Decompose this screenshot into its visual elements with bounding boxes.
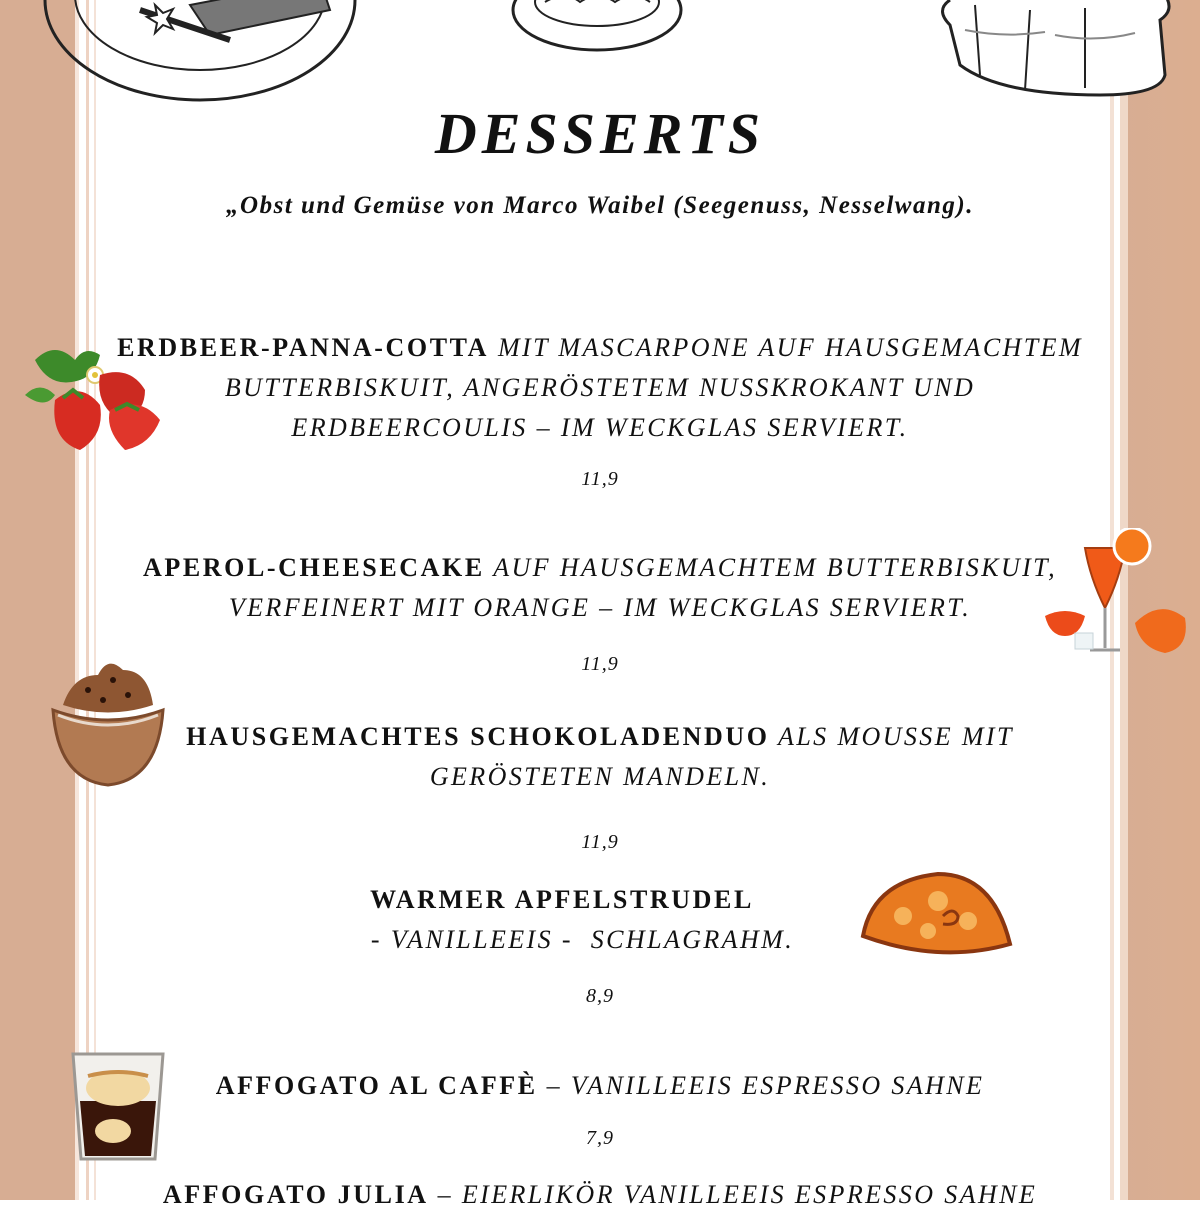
menu-title: DESSERTS bbox=[434, 101, 766, 166]
item-description: MIT MASCARPONE AUF HAUSGEMACHTEM bbox=[489, 333, 1083, 362]
item-name: APEROL-CHEESECAKE bbox=[142, 553, 485, 582]
item-description: VERFEINERT MIT ORANGE – IM WECKGLAS SERVIERT. bbox=[228, 593, 972, 622]
menu-item-line bbox=[0, 548, 1200, 588]
item-description: - VANILLEEIS - SCHLAGRAHM. bbox=[370, 925, 795, 954]
cake-plate-sketch-icon bbox=[40, 0, 370, 110]
item-description: BUTTERBISKUIT, ANGERÖSTETEM NUSSKROKANT UND bbox=[224, 373, 976, 402]
menu-item-apfelstrudel bbox=[0, 880, 1200, 960]
item-description: ALS MOUSSE MIT bbox=[769, 722, 1014, 751]
item-description: AUF HAUSGEMACHTEM BUTTERBISKUIT, bbox=[484, 553, 1058, 582]
menu-item-affogato-caffe bbox=[0, 1066, 1200, 1106]
menu-item-affogato-julia bbox=[0, 1175, 1200, 1215]
item-name: AFFOGATO AL CAFFÈ bbox=[215, 1071, 538, 1100]
item-name: ERDBEER-PANNA-COTTA bbox=[117, 333, 490, 362]
item-name: AFFOGATO JULIA bbox=[162, 1180, 429, 1209]
item-price: 11,9 bbox=[581, 653, 619, 675]
item-description: – VANILLEEIS ESPRESSO SAHNE bbox=[537, 1071, 985, 1100]
item-name: HAUSGEMACHTES SCHOKOLADENDUO bbox=[186, 722, 770, 751]
item-price: 8,9 bbox=[586, 985, 614, 1007]
menu-item-line bbox=[0, 880, 1200, 920]
bread-sketch-icon bbox=[935, 0, 1175, 100]
menu-item-line bbox=[0, 717, 1200, 757]
pie-sketch-icon bbox=[505, 0, 690, 55]
item-price: 11,9 bbox=[581, 468, 619, 490]
menu-item-line bbox=[0, 328, 1200, 368]
menu-item-panna-cotta bbox=[0, 328, 1200, 448]
item-description: – EIERLIKÖR VANILLEEIS ESPRESSO SAHNE bbox=[428, 1180, 1038, 1209]
item-description: GERÖSTETEN MANDELN. bbox=[429, 762, 771, 791]
menu-item-line bbox=[0, 1066, 1200, 1106]
menu-item-cheesecake bbox=[0, 548, 1200, 628]
item-price: 7,9 bbox=[586, 1127, 614, 1149]
item-description: ERDBEERCOULIS – IM WECKGLAS SERVIERT. bbox=[291, 413, 909, 442]
menu-item-schokoladenduo bbox=[0, 717, 1200, 797]
menu-subtitle: „Obst und Gemüse von Marco Waibel (Seegenuss, Nesselwang). bbox=[226, 192, 974, 219]
item-name: WARMER APFELSTRUDEL bbox=[370, 885, 754, 914]
menu-item-line bbox=[0, 1175, 1200, 1215]
item-price: 11,9 bbox=[581, 831, 619, 853]
